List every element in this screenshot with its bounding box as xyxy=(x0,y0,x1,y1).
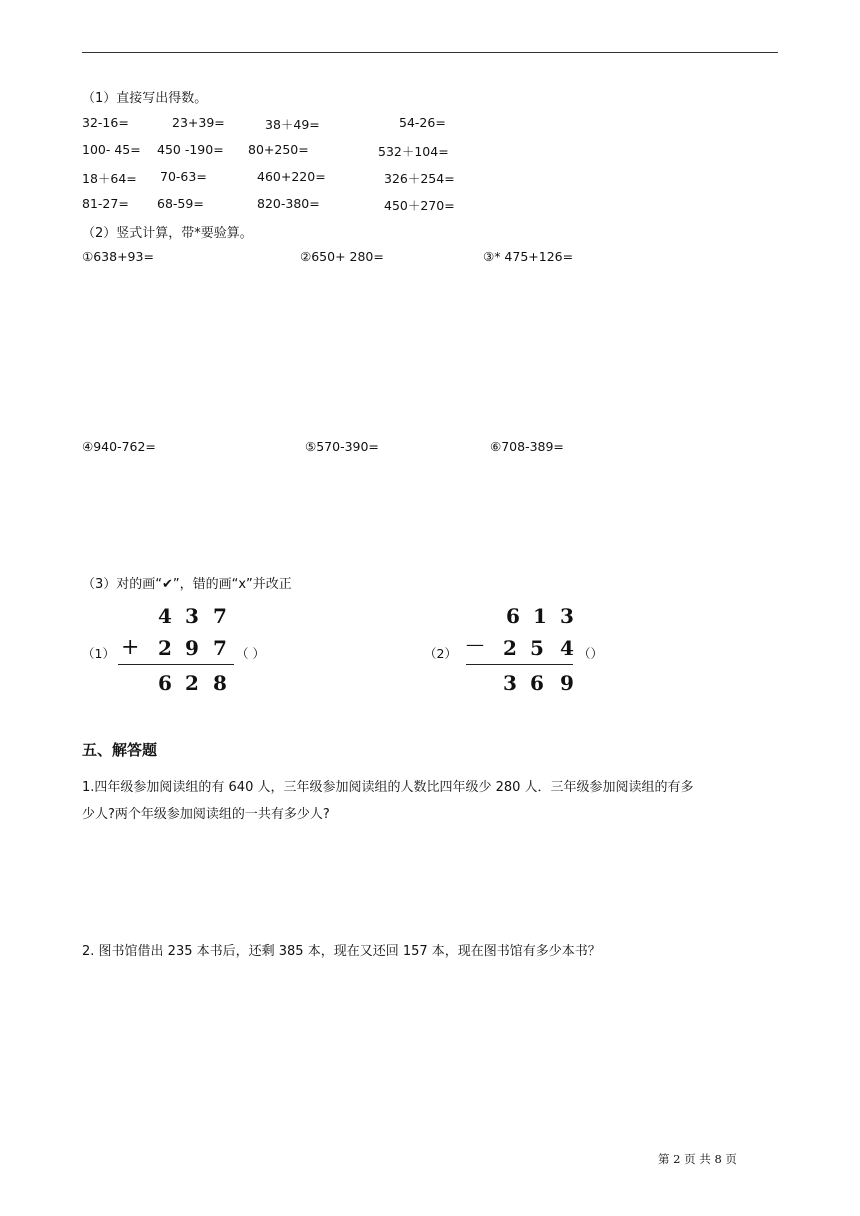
digit: 4 xyxy=(560,636,574,660)
vertical-calc-item: ①638+93= xyxy=(82,249,154,264)
problem: 70-63= xyxy=(160,169,207,184)
section-heading: 五、解答题 xyxy=(82,741,158,759)
difference-line xyxy=(466,664,573,665)
problem: 820-380= xyxy=(257,196,320,211)
word-problem-1-line2: 少人?两个年级参加阅读组的一共有多少人? xyxy=(82,807,330,822)
sum-line xyxy=(118,664,234,665)
minus-sign: — xyxy=(466,634,484,655)
digit: 5 xyxy=(530,636,544,660)
problem: 54-26= xyxy=(399,115,446,130)
word-problem-2: 2. 图书馆借出 235 本书后，还剩 385 本，现在又还回 157 本，现在图书馆有多少本书？ xyxy=(82,944,601,959)
answer-parentheses: （） xyxy=(578,646,604,661)
vertical-calc-item: ③* 475+126= xyxy=(483,249,574,264)
problem: 38＋49= xyxy=(265,117,320,132)
vertical-calc-item: ⑤570-390= xyxy=(305,439,379,454)
question-label: （1） xyxy=(82,646,115,661)
header-rule xyxy=(82,52,778,53)
digit: 6 xyxy=(506,604,520,628)
digit: 3 xyxy=(503,671,517,695)
problem: 23+39= xyxy=(172,115,225,130)
problem: 18＋64= xyxy=(82,171,137,186)
problem: 81-27= xyxy=(82,196,129,211)
problem: 100- 45= xyxy=(82,142,141,157)
part1-title: （1）直接写出得数。 xyxy=(82,91,208,106)
digit: 1 xyxy=(533,604,547,628)
vertical-calc-item: ②650+ 280= xyxy=(300,249,384,264)
digit: 9 xyxy=(560,671,574,695)
digit: 2 xyxy=(503,636,517,660)
part3-title: （3）对的画“✔”，错的画“x”并改正 xyxy=(82,577,292,592)
question-label: （2） xyxy=(424,646,457,661)
digit: 7 xyxy=(213,604,227,628)
digit: 6 xyxy=(158,671,172,695)
word-problem-1-line1: 1.四年级参加阅读组的有 640 人，三年级参加阅读组的人数比四年级少 280 人．三年级参加阅读组的有多 xyxy=(82,780,694,795)
problem: 32-16= xyxy=(82,115,129,130)
digit: 2 xyxy=(185,671,199,695)
vertical-calc-item: ⑥708-389= xyxy=(490,439,564,454)
problem: 532＋104= xyxy=(378,144,449,159)
digit: 3 xyxy=(560,604,574,628)
problem: 450＋270= xyxy=(384,198,455,213)
digit: 9 xyxy=(185,636,199,660)
problem: 460+220= xyxy=(257,169,326,184)
plus-sign: + xyxy=(121,635,140,660)
problem: 450 -190= xyxy=(157,142,224,157)
problem: 68-59= xyxy=(157,196,204,211)
vertical-calc-item: ④940-762= xyxy=(82,439,156,454)
digit: 3 xyxy=(185,604,199,628)
digit: 6 xyxy=(530,671,544,695)
problem: 326＋254= xyxy=(384,171,455,186)
part2-title: （2）竖式计算，带*要验算。 xyxy=(82,226,253,241)
digit: 2 xyxy=(158,636,172,660)
answer-parentheses: （ ） xyxy=(236,646,265,661)
problem: 80+250= xyxy=(248,142,309,157)
digit: 4 xyxy=(158,604,172,628)
digit: 8 xyxy=(213,671,227,695)
page-number-footer: 第 2 页 共 8 页 xyxy=(658,1152,737,1166)
digit: 7 xyxy=(213,636,227,660)
